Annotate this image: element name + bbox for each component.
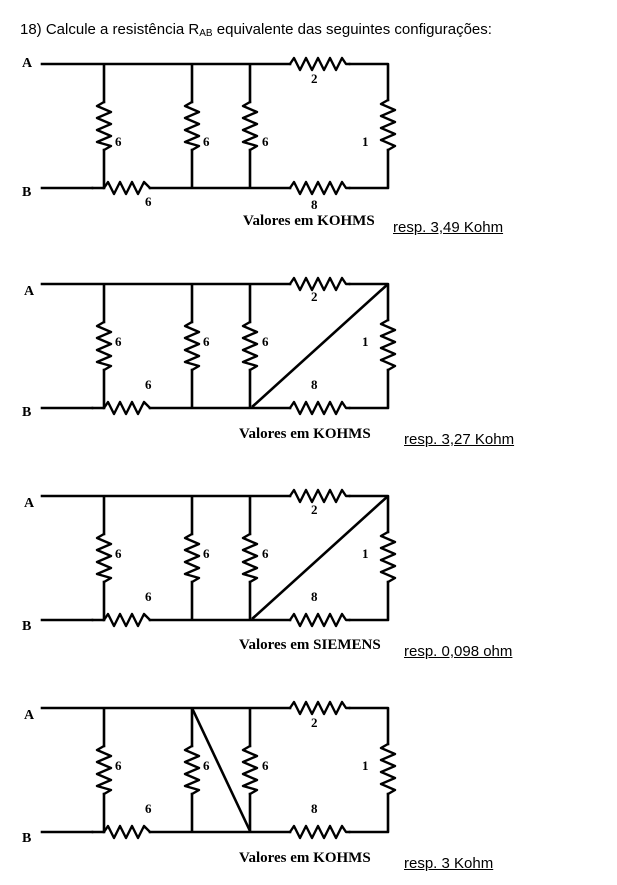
- resistor-left-6: [97, 534, 111, 582]
- label-bottom-8: 8: [311, 377, 318, 392]
- label-bottom-6: 6: [145, 194, 152, 209]
- resistor-bottom-8: [290, 826, 350, 838]
- wire-top: [42, 496, 388, 620]
- label-mid1-6: 6: [203, 334, 210, 349]
- resistor-left-6: [97, 746, 111, 794]
- exercise-title: [20, 21, 492, 39]
- label-right-1: 1: [362, 758, 369, 773]
- resistor-bottom-8: [290, 182, 350, 194]
- resistor-mid2-6: [243, 102, 257, 150]
- label-right-1: 1: [362, 134, 369, 149]
- label-right-1: 1: [362, 546, 369, 561]
- node-a-label: A: [22, 56, 33, 71]
- resistor-mid1-6: [185, 746, 199, 794]
- label-top-2: 2: [311, 715, 318, 730]
- resistor-mid1-6: [185, 534, 199, 582]
- unit-label: Valores em KOHMS: [239, 850, 371, 866]
- title-prefix: 18) Calcule a resistência R: [20, 21, 200, 38]
- resistor-mid1-6: [185, 322, 199, 370]
- label-bottom-8: 8: [311, 197, 318, 212]
- resistor-bottom-6: [92, 402, 150, 414]
- answer-2: resp. 3,27 Kohm: [404, 431, 515, 448]
- unit-label: Valores em KOHMS: [243, 213, 375, 229]
- resistor-bottom-8: [290, 614, 350, 626]
- label-left-6: 6: [115, 546, 122, 561]
- answer-4: resp. 3 Kohm: [404, 855, 494, 872]
- circuit-4: [0, 694, 617, 884]
- unit-label: Valores em SIEMENS: [239, 637, 381, 653]
- answer-1: resp. 3,49 Kohm: [393, 219, 504, 236]
- resistor-mid2-6: [243, 322, 257, 370]
- resistor-top-2: [290, 58, 350, 70]
- label-mid1-6: 6: [203, 134, 210, 149]
- label-bottom-6: 6: [145, 377, 152, 392]
- wire-top: [42, 64, 388, 188]
- node-b-label: B: [22, 405, 32, 420]
- resistor-right-1: [381, 744, 395, 794]
- label-mid1-6: 6: [203, 546, 210, 561]
- label-top-2: 2: [311, 502, 318, 517]
- node-a-label: A: [24, 708, 35, 723]
- label-bottom-8: 8: [311, 589, 318, 604]
- label-left-6: 6: [115, 334, 122, 349]
- label-bottom-6: 6: [145, 589, 152, 604]
- label-mid1-6: 6: [203, 758, 210, 773]
- node-a-label: A: [24, 496, 35, 511]
- wire-top: [42, 708, 388, 832]
- label-top-2: 2: [311, 289, 318, 304]
- label-bottom-6: 6: [145, 801, 152, 816]
- resistor-top-2: [290, 278, 350, 290]
- label-mid2-6: 6: [262, 546, 269, 561]
- label-left-6: 6: [115, 758, 122, 773]
- unit-label: Valores em KOHMS: [239, 426, 371, 442]
- resistor-right-1: [381, 100, 395, 150]
- wire-top: [42, 284, 388, 408]
- diagonal-wire: [192, 708, 250, 831]
- label-top-2: 2: [311, 71, 318, 86]
- resistor-bottom-8: [290, 402, 350, 414]
- node-b-label: B: [22, 185, 32, 200]
- title-subscript: AB: [199, 28, 213, 39]
- resistor-bottom-6: [92, 614, 150, 626]
- resistor-right-1: [381, 320, 395, 370]
- resistor-mid2-6: [243, 746, 257, 794]
- resistor-left-6: [97, 322, 111, 370]
- label-mid2-6: 6: [262, 758, 269, 773]
- label-right-1: 1: [362, 334, 369, 349]
- label-mid2-6: 6: [262, 134, 269, 149]
- node-b-label: B: [22, 831, 32, 846]
- title-suffix: equivalente das seguintes configurações:: [212, 21, 492, 38]
- node-a-label: A: [24, 284, 35, 299]
- node-b-label: B: [22, 619, 32, 634]
- resistor-top-2: [290, 702, 350, 714]
- resistor-top-2: [290, 490, 350, 502]
- resistor-left-6: [97, 102, 111, 150]
- answer-3: resp. 0,098 ohm: [404, 643, 513, 660]
- label-mid2-6: 6: [262, 334, 269, 349]
- resistor-mid2-6: [243, 534, 257, 582]
- resistor-right-1: [381, 532, 395, 582]
- circuit-3: [0, 482, 617, 672]
- circuit-1: [0, 50, 617, 240]
- label-left-6: 6: [115, 134, 122, 149]
- resistor-bottom-6: [92, 182, 150, 194]
- resistor-bottom-6: [92, 826, 150, 838]
- label-bottom-8: 8: [311, 801, 318, 816]
- resistor-mid1-6: [185, 102, 199, 150]
- circuit-2: [0, 270, 617, 460]
